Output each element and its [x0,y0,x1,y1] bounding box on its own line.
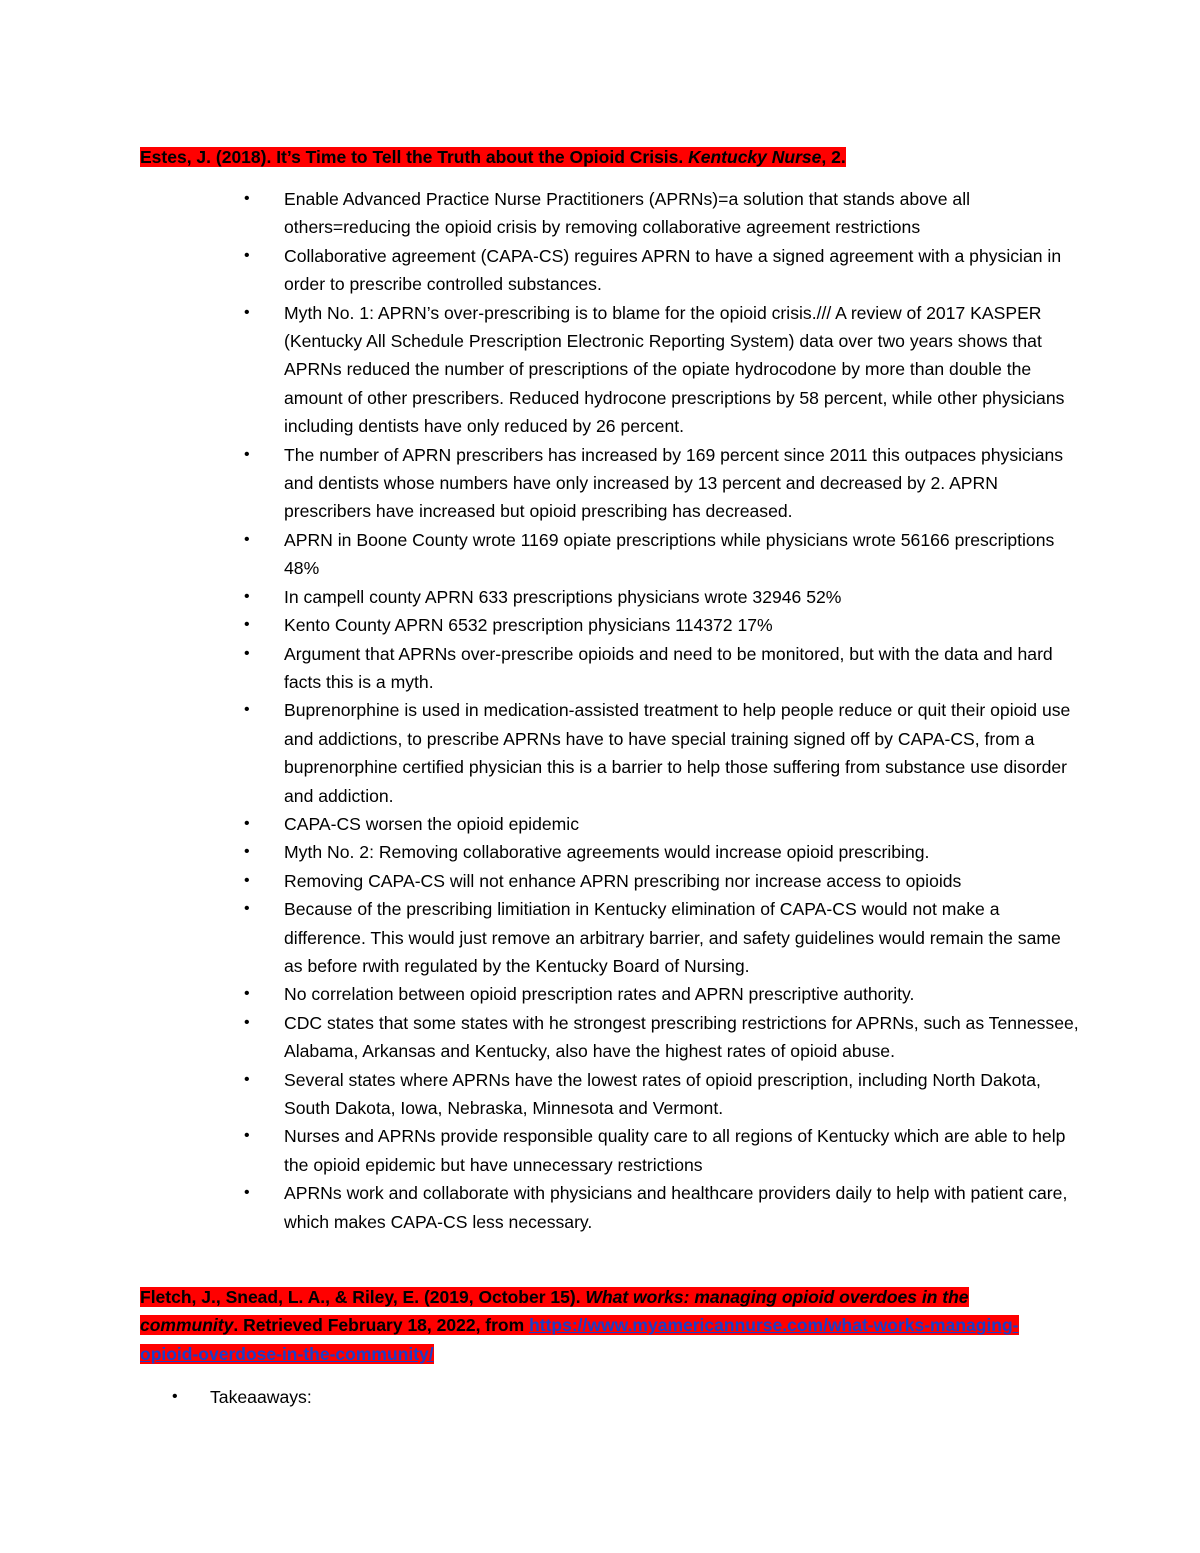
list-item [0,242,1080,299]
bullet-icon: • [244,303,250,321]
list-item-text: In campell county APRN 633 prescriptions physicians wrote 32946 52% [284,586,842,607]
list-item-text: Removing CAPA-CS will not enhance APRN prescribing nor increase access to opioids [284,870,962,891]
bullet-icon: • [244,644,250,662]
bullet-icon: • [244,1127,250,1145]
bullet-icon: • [244,985,250,1003]
bullet-icon: • [244,1184,250,1202]
bullet-icon: • [244,843,250,861]
list-item-text: Myth No. 2: Removing collaborative agreements would increase opioid prescribing. [284,842,930,863]
list-item-text: Argument that APRNs over-prescribe opioids and need to be monitored, but with the data and hard facts this is a myth. [284,643,1053,692]
list-item [0,867,1080,895]
list-item-text: APRN in Boone County wrote 1169 opiate prescriptions while physicians wrote 56166 prescriptions 48% [284,529,1055,579]
reference-authors: Fletch, J., Snead, L. A., & Riley, E. (2019, October 15). [140,1287,586,1307]
list-item [0,640,1080,697]
list-item-text: The number of APRN prescribers has increased by 169 percent since 2011 this outpaces physicians and dentists whose numbers have only increased by 13 percent and decreased by 2. APRN prescribers have increased but opioid prescribing has decreased. [284,444,1064,522]
list-item [0,299,1080,441]
list-item [0,185,1080,242]
reference-retrieved: . Retrieved February 18, 2022, from [233,1315,530,1336]
list-item-text: No correlation between opioid prescription rates and APRN prescriptive authority. [284,984,915,1005]
list-item [0,980,1080,1008]
reference-estes [140,143,1040,171]
list-item-text: Nurses and APRNs provide responsible quality care to all regions of Kentucky which are able to help the opioid epidemic but have unnecessary restrictions [284,1126,1066,1175]
list-item [0,1066,1080,1123]
notes-list-fletch [0,1383,1080,1411]
list-item [0,696,1080,810]
bullet-icon: • [244,900,250,918]
reference-fletch [140,1283,1040,1368]
list-item-text: Collaborative agreement (CAPA-CS) reguires APRN to have a signed agreement with a physician in order to prescribe controlled substances. [284,245,1062,295]
list-item-text: Kento County APRN 6532 prescription physicians 114372 17% [284,615,773,636]
notes-list-estes [0,185,1080,1236]
list-item [0,895,1080,980]
list-item [0,441,1080,526]
list-item-text: Enable Advanced Practice Nurse Practitioners (APRNs)=a solution that stands above all others=reducing the opioid crisis by removing collaborative agreement restrictions [284,189,971,238]
bullet-icon: • [244,530,250,548]
list-item [0,1009,1080,1066]
list-item-text: Several states where APRNs have the lowest rates of opioid prescription, including North Dakota, South Dakota, Iowa, Nebraska, Minnesota and Vermont. [284,1069,1041,1118]
list-item [0,838,1080,866]
reference-journal: Kentucky Nurse [688,147,822,167]
bullet-icon: • [244,587,250,605]
list-item-text: CAPA-CS worsen the opioid epidemic [284,813,579,834]
list-item [0,583,1080,611]
bullet-icon: • [172,1388,178,1405]
bullet-icon: • [244,190,250,207]
bullet-icon: • [244,246,250,264]
list-item-text: Takeaaways: [210,1387,312,1407]
bullet-icon: • [244,814,250,832]
list-item [0,1383,1080,1411]
reference-highlight [140,1287,1019,1364]
list-item-text: Buprenorphine is used in medication-assisted treatment to help people reduce or quit their opioid use and addictions, to prescribe APRNs have to have special training signed off by CAPA-CS, from a buprenorphine certified physician this is a barrier to help those suffering from substance use disorder and addiction. [284,700,1071,806]
bullet-icon: • [244,616,250,634]
reference-highlight [140,147,846,167]
bullet-icon: • [244,1070,250,1088]
reference-title: What works: managing opioid overdoes in the community [140,1287,969,1336]
bullet-icon: • [244,871,250,889]
reference-url-link[interactable]: https://www.myamericannurse.com/what-works-managing-opioid-overdose-in-the-community/ [140,1315,1019,1364]
list-item [0,526,1080,583]
list-item-text: Because of the prescribing limitiation in Kentucky elimination of CAPA-CS would not make a difference. This would just remove an arbitrary barrier, and safety guidelines would remain the same as before rwith regulated by the Kentucky Board of Nursing. [284,899,1061,976]
list-item [0,1179,1080,1236]
list-item-text: Myth No. 1: APRN’s over-prescribing is to blame for the opioid crisis./// A review of 2017 KASPER (Kentucky All Schedule Prescription Electronic Reporting System) data over two years shows that APRNs reduced the number of prescriptions of the opiate hydrocodone by more than double the amount of other prescribers. Reduced hydrocone prescriptions by 58 percent, while other physicians including dentists have only reduced by 26 percent. [284,302,1065,437]
bullet-icon: • [244,1013,250,1031]
bullet-icon: • [244,445,250,463]
reference-authors: Estes, J. (2018). It’s Time to Tell the Truth about the Opioid Crisis. [140,147,689,167]
bullet-icon: • [244,701,250,719]
list-item-text: CDC states that some states with he strongest prescribing restrictions for APRNs, such as Tennessee, Alabama, Arkansas and Kentucky, also have the highest rates of opioid abuse. [284,1012,1079,1062]
list-item-text: APRNs work and collaborate with physicians and healthcare providers daily to help with patient care, which makes CAPA-CS less necessary. [284,1183,1068,1232]
list-item [0,1122,1080,1179]
list-item [0,810,1080,838]
reference-tail: , 2. [821,147,846,167]
list-item [0,611,1080,639]
